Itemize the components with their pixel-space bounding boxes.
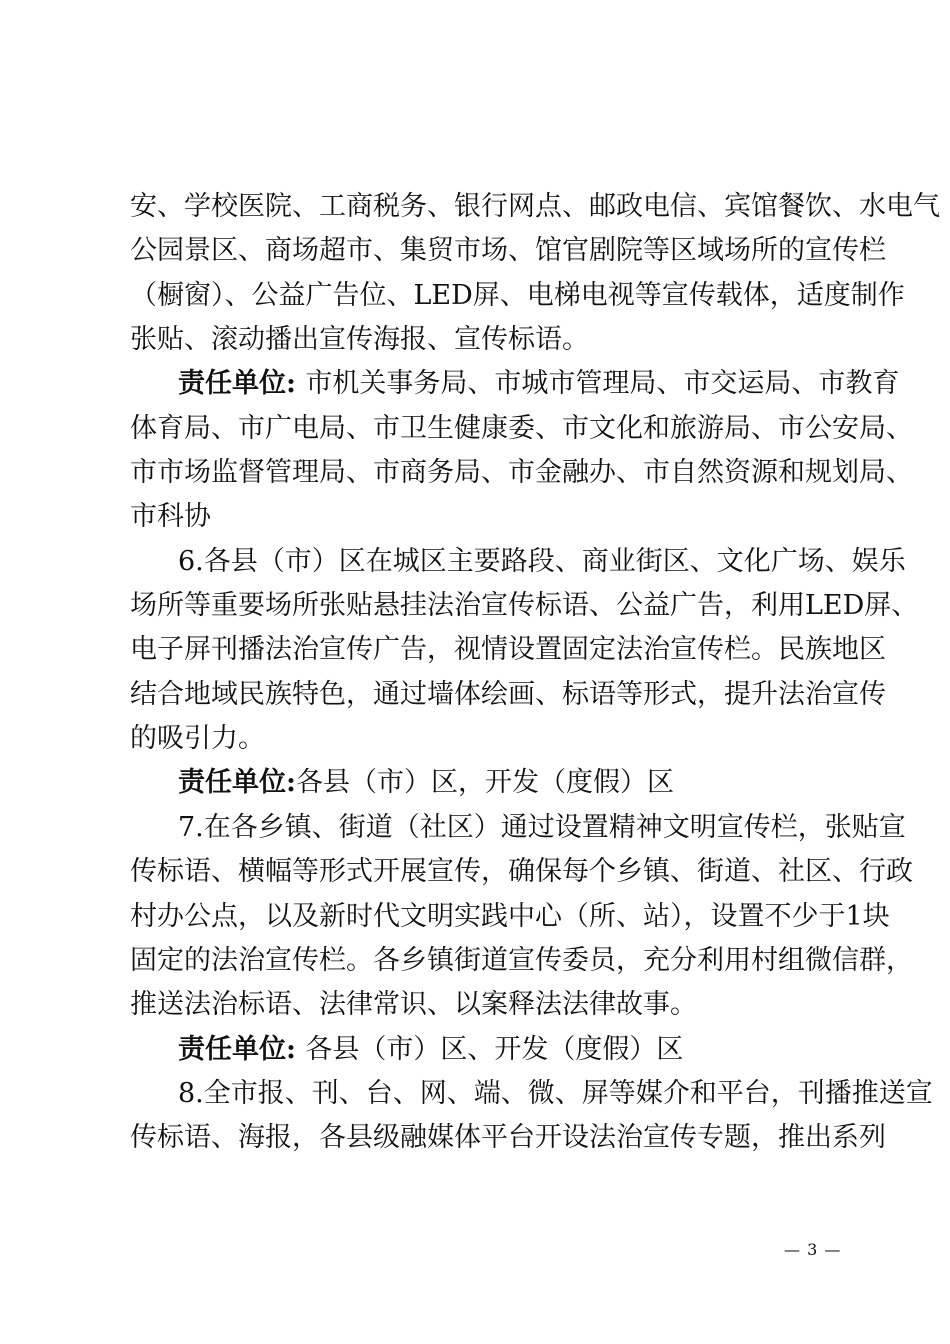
text-line: 结合地域民族特色，通过墙体绘画、标语等形式，提升法治宣传 [130, 678, 886, 710]
responsible-unit-label: 责任单位: [178, 767, 296, 799]
text-line: 市市场监督管理局、市商务局、市金融办、市自然资源和规划局、 [130, 457, 913, 489]
text-line: 安、学校医院、工商税务、银行网点、邮政电信、宾馆餐饮、水电气 [130, 191, 940, 222]
text-line: 村办公点，以及新时代文明实践中心（所、站），设置不少于1块 [130, 900, 890, 932]
text-line: 推送法治标语、法律常识、以案释法法律故事。 [130, 989, 697, 1021]
responsible-unit-text: 各县（市）区、开发（度假）区 [305, 1033, 684, 1065]
text-line: 8.全市报、刊、台、网、端、微、屏等媒介和平台，刊播推送宣 [178, 1077, 933, 1109]
text-line: 场所等重要场所张贴悬挂法治宣传标语、公益广告，利用LED屏、 [130, 590, 919, 622]
text-line: （橱窗）、公益广告位、LED屏、电梯电视等宣传载体，适度制作 [130, 279, 905, 311]
responsible-unit-line [130, 1028, 833, 1072]
text-line: 市科协 [130, 501, 211, 533]
responsible-unit-line [130, 761, 833, 805]
text-line: 张贴、滚动播出宣传海报、宣传标语。 [130, 324, 589, 356]
text-line: 7.在各乡镇、街道（社区）通过设置精神文明宣传栏，张贴宣 [178, 811, 906, 843]
text-line: 传标语、海报，各县级融媒体平台开设法治宣传专题，推出系列 [130, 1122, 886, 1154]
text-line: 体育局、市广电局、市卫生健康委、市文化和旅游局、市公安局、 [130, 412, 913, 444]
text-line: 传标语、横幅等形式开展宣传，确保每个乡镇、街道、社区、行政 [130, 856, 913, 888]
responsible-unit-label: 责任单位: [178, 368, 306, 400]
responsible-unit-label: 责任单位: [178, 1033, 306, 1065]
text-line: 6.各县（市）区在城区主要路段、商业街区、文化广场、娱乐 [178, 545, 906, 577]
text-line: 公园景区、商场超市、集贸市场、馆官剧院等区域场所的宣传栏 [130, 235, 886, 267]
responsible-unit-text: 各县（市）区，开发（度假）区 [295, 767, 674, 799]
page-number: — 3 — [784, 1240, 842, 1259]
text-line: 固定的法治宣传栏。各乡镇街道宣传委员，充分利用村组微信群， [130, 944, 913, 976]
responsible-unit-text: 市机关事务局、市城市管理局、市交运局、市教育 [305, 368, 900, 400]
text-line: 的吸引力。 [130, 723, 265, 755]
text-line: 电子屏刊播法治宣传广告，视情设置固定法治宣传栏。民族地区 [130, 634, 886, 666]
document-body [130, 185, 940, 1161]
responsible-unit-line [130, 362, 900, 406]
